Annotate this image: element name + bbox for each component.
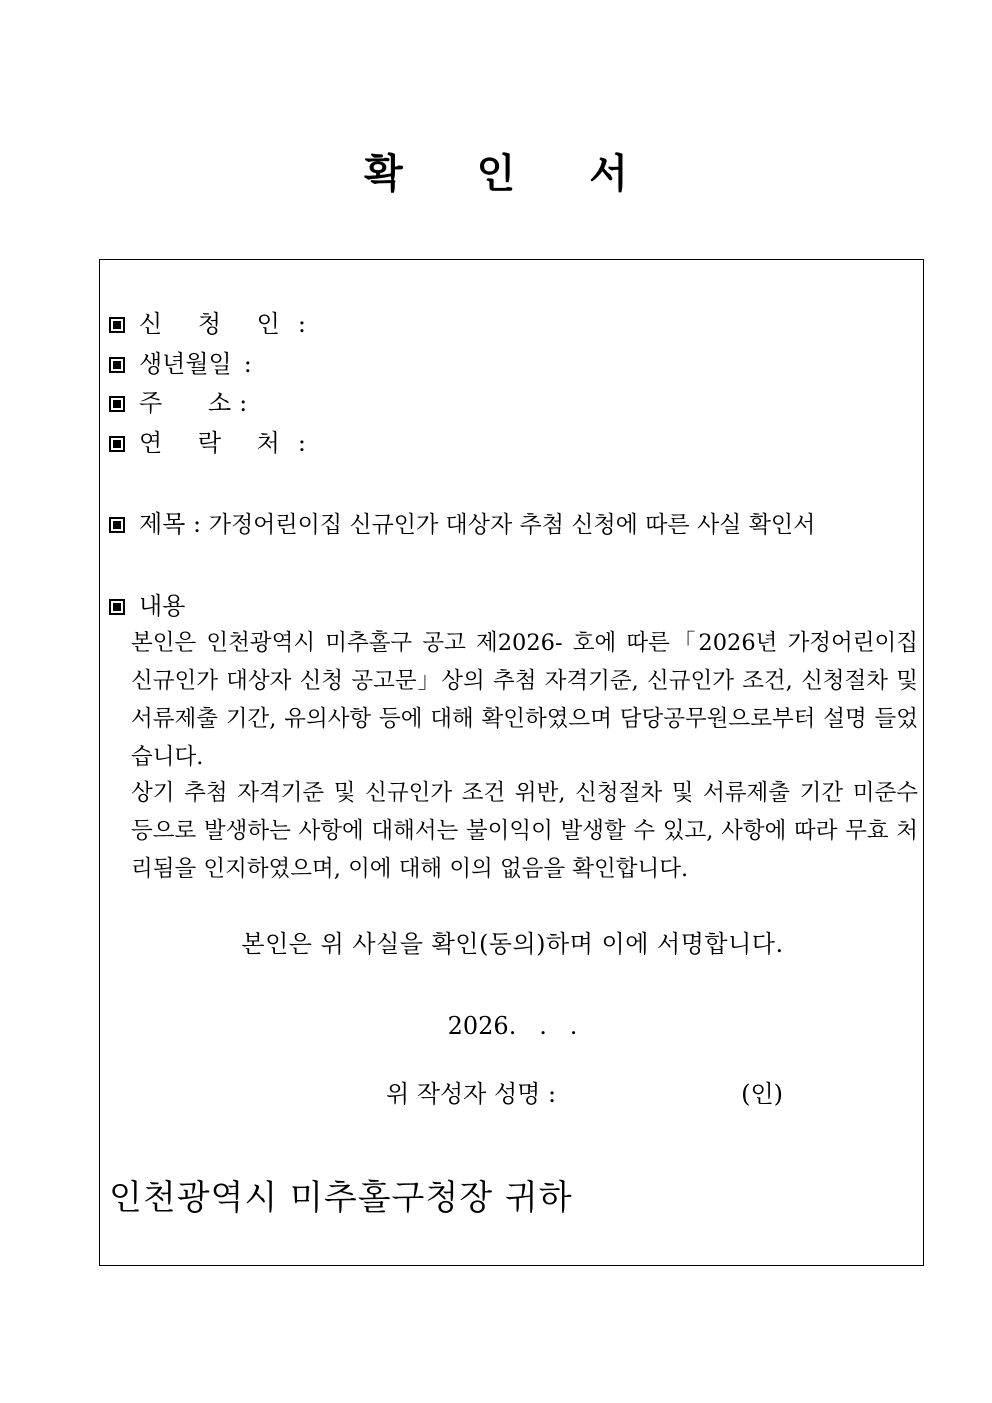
contact-row: [109, 427, 306, 459]
subject-text: 가정어린이집 신규인가 대상자 추첨 신청에 따른 사실 확인서: [208, 512, 816, 538]
birthdate-row: [109, 348, 252, 380]
subject-row: [109, 508, 815, 540]
signer-label: 위 작성자 성명 :: [386, 1080, 557, 1108]
contact-label: 연 락 처: [139, 429, 294, 457]
page-title: 확 인 서: [364, 151, 658, 197]
applicant-colon: :: [297, 310, 306, 338]
square-bullet-icon: [109, 396, 125, 412]
address-row: [109, 387, 247, 419]
square-bullet-icon: [109, 599, 125, 615]
confirmation-sentence: 본인은 위 사실을 확인(동의)하며 이에 서명합니다.: [241, 930, 784, 958]
square-bullet-icon: [109, 357, 125, 373]
applicant-row: [109, 308, 306, 340]
content-paragraph-1: 본인은 인천광역시 미추홀구 공고 제2026- 호에 따른「2026년 가정어린이집 신규인가 대상자 신청 공고문」상의 추첨 자격기준, 신규인가 조건, 신청절차 및 서류제출 기간, 유의사항 등에 대해 확인하였으며 담당공무원으로부터 설명 들었습니다.: [131, 630, 918, 770]
confirmation-form: [99, 259, 924, 1266]
subject-label: 제목 :: [139, 510, 202, 538]
birthdate-label: 생년월일: [139, 350, 232, 378]
applicant-label: 신 청 인: [139, 310, 294, 338]
content-label: 내용: [139, 592, 186, 620]
date-line: 2026. . .: [447, 1012, 578, 1040]
signature-line: [386, 1078, 783, 1110]
content-paragraph-2: 상기 추첨 자격기준 및 신규인가 조건 위반, 신청절차 및 서류제출 기간 미준수 등으로 발생하는 사항에 대해서는 불이익이 발생할 수 있고, 사항에 따라 무효 처리됨을 인지하였으며, 이에 대해 이의 없음을 확인합니다.: [131, 780, 918, 882]
recipient-line: 인천광역시 미추홀구청장 귀하: [109, 1178, 573, 1218]
square-bullet-icon: [109, 436, 125, 452]
birthdate-colon: :: [243, 350, 252, 378]
address-colon: :: [239, 389, 248, 417]
seal-mark: (인): [741, 1080, 783, 1108]
square-bullet-icon: [109, 317, 125, 333]
square-bullet-icon: [109, 517, 125, 533]
address-label: 주 소: [139, 389, 232, 417]
contact-colon: :: [297, 429, 306, 457]
content-row: [109, 590, 185, 622]
